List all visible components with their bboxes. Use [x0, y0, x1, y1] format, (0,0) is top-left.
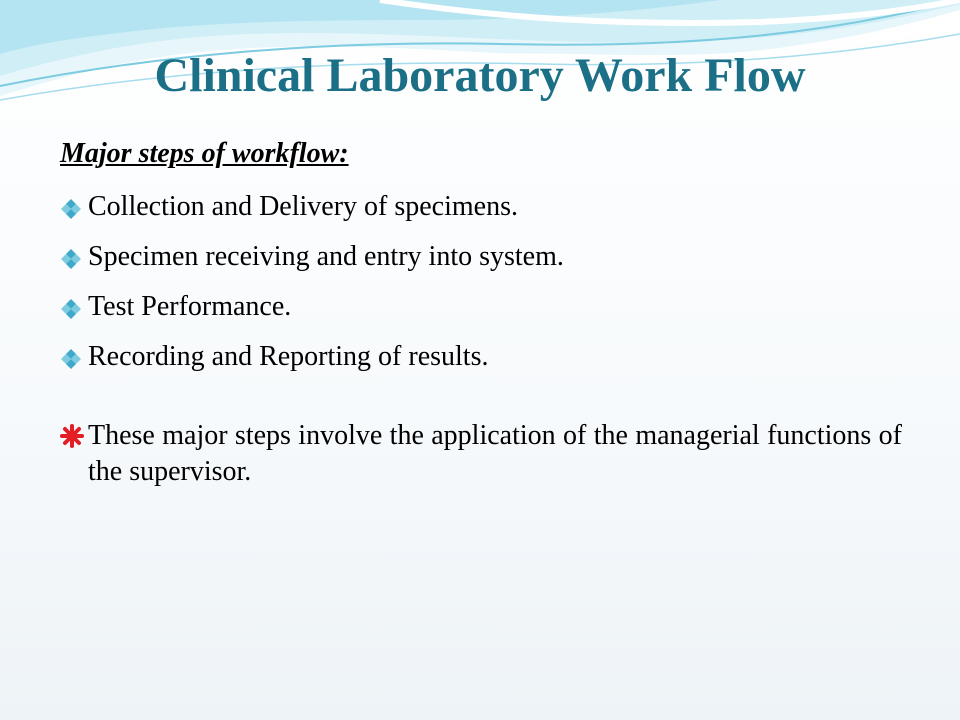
- slide-title: Clinical Laboratory Work Flow: [154, 49, 806, 102]
- step-text: Specimen receiving and entry into system.: [88, 241, 564, 272]
- diamond-bullet-icon: [60, 248, 82, 270]
- note-text: These major steps involve the application of the managerial functions of the supervisor.: [88, 420, 902, 487]
- step-item-receiving: [60, 232, 902, 282]
- diamond-bullet-icon: [60, 298, 82, 320]
- diamond-bullet-icon: [60, 348, 82, 370]
- slide-content: [60, 132, 902, 490]
- diamond-bullet-icon: [60, 198, 82, 220]
- supervisor-note: [60, 418, 902, 490]
- steps-subheading: Major steps of workflow:: [60, 138, 349, 169]
- step-item-test-performance: [60, 282, 902, 332]
- step-item-recording: [60, 332, 902, 382]
- step-text: Test Performance.: [88, 291, 292, 322]
- step-text: Collection and Delivery of specimens.: [88, 191, 518, 222]
- step-text: Recording and Reporting of results.: [88, 341, 489, 372]
- step-item-collection: [60, 182, 902, 232]
- asterisk-bullet-icon: [60, 424, 84, 448]
